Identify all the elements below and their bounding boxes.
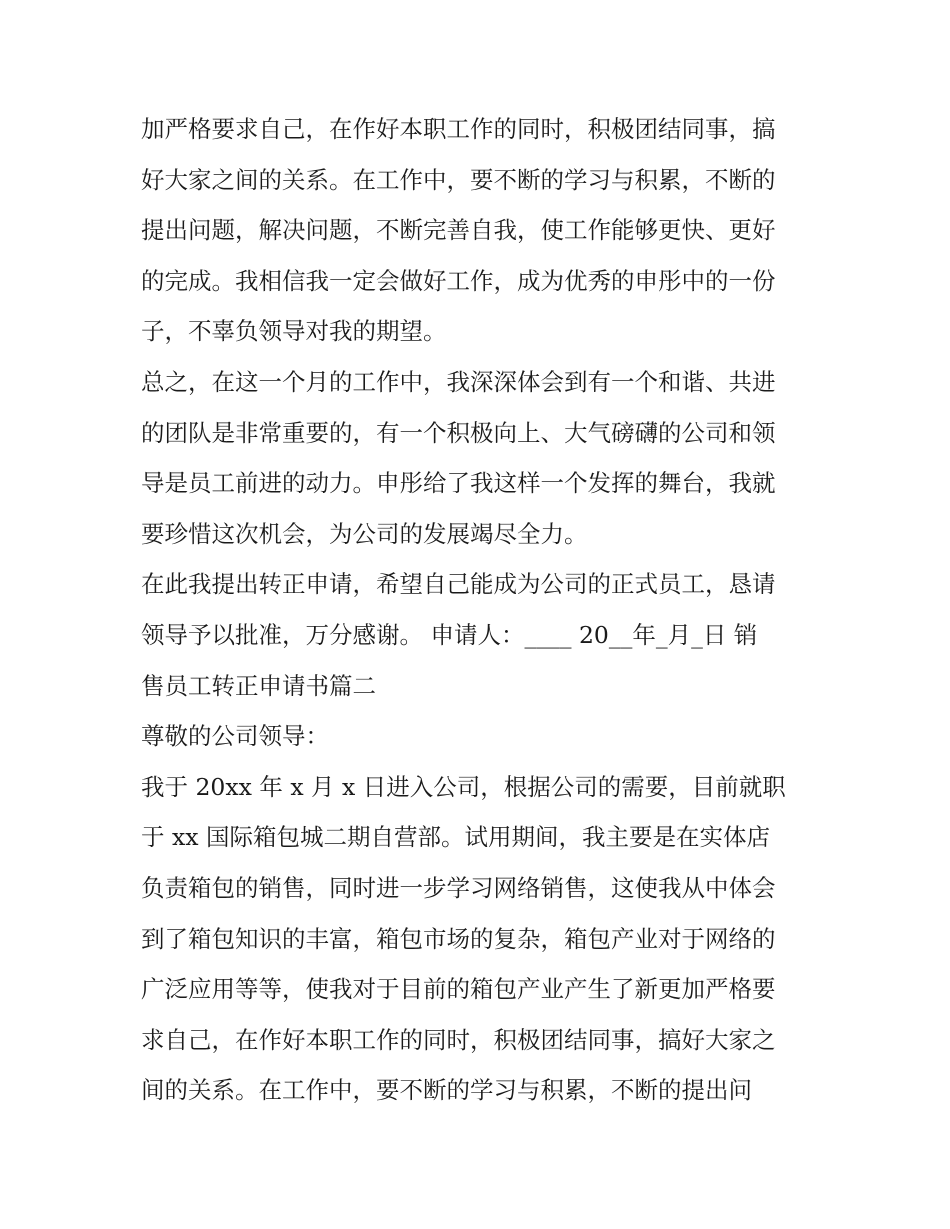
text-line: 广泛应用等等，使我对于目前的箱包产业产生了新更加严格要 xyxy=(141,975,776,1004)
text-line: 子，不辜负领导对我的期望。 xyxy=(141,317,447,346)
text-line: 间的关系。在工作中，要不断的学习与积累，不断的提出问 xyxy=(141,1076,752,1105)
salutation: 尊敬的公司领导： xyxy=(141,722,329,751)
text-line: 加严格要求自己，在作好本职工作的同时，积极团结同事，搞 xyxy=(141,115,776,143)
text-line: 导是员工前进的动力。申彤给了我这样一个发挥的舞台，我就 xyxy=(141,469,776,498)
text-line: 负责箱包的销售，同时进一步学习网络销售，这使我从中体会 xyxy=(141,873,776,902)
text-line: 的完成。我相信我一定会做好工作，成为优秀的申彤中的一份 xyxy=(141,266,776,295)
text-line: 总之，在这一个月的工作中，我深深体会到有一个和谐、共进 xyxy=(141,367,776,396)
text-line: 在此我提出转正申请，希望自己能成为公司的正式员工，恳请 xyxy=(141,570,776,599)
text-line: 的团队是非常重要的，有一个积极向上、大气磅礴的公司和领 xyxy=(141,418,776,447)
section-title: 售员工转正申请书篇二 xyxy=(141,671,376,700)
text-line: 于 xx 国际箱包城二期自营部。试用期间，我主要是在实体店 xyxy=(141,823,770,852)
text-line: 我于 20xx 年 x 月 x 日进入公司，根据公司的需要，目前就职 xyxy=(141,772,786,801)
text-line: 好大家之间的关系。在工作中，要不断的学习与积累，不断的 xyxy=(141,165,776,194)
text-line: 求自己，在作好本职工作的同时，积极团结同事，搞好大家之 xyxy=(141,1025,776,1054)
text-line: 要珍惜这次机会，为公司的发展竭尽全力。 xyxy=(141,519,588,548)
text-line: 领导予以批准，万分感谢。 申请人：____ 20__年_月_日 销 xyxy=(141,620,758,649)
text-line: 提出问题，解决问题，不断完善自我，使工作能够更快、更好 xyxy=(141,216,776,245)
document-body xyxy=(141,104,813,1116)
text-line: 到了箱包知识的丰富，箱包市场的复杂，箱包产业对于网络的 xyxy=(141,924,776,953)
